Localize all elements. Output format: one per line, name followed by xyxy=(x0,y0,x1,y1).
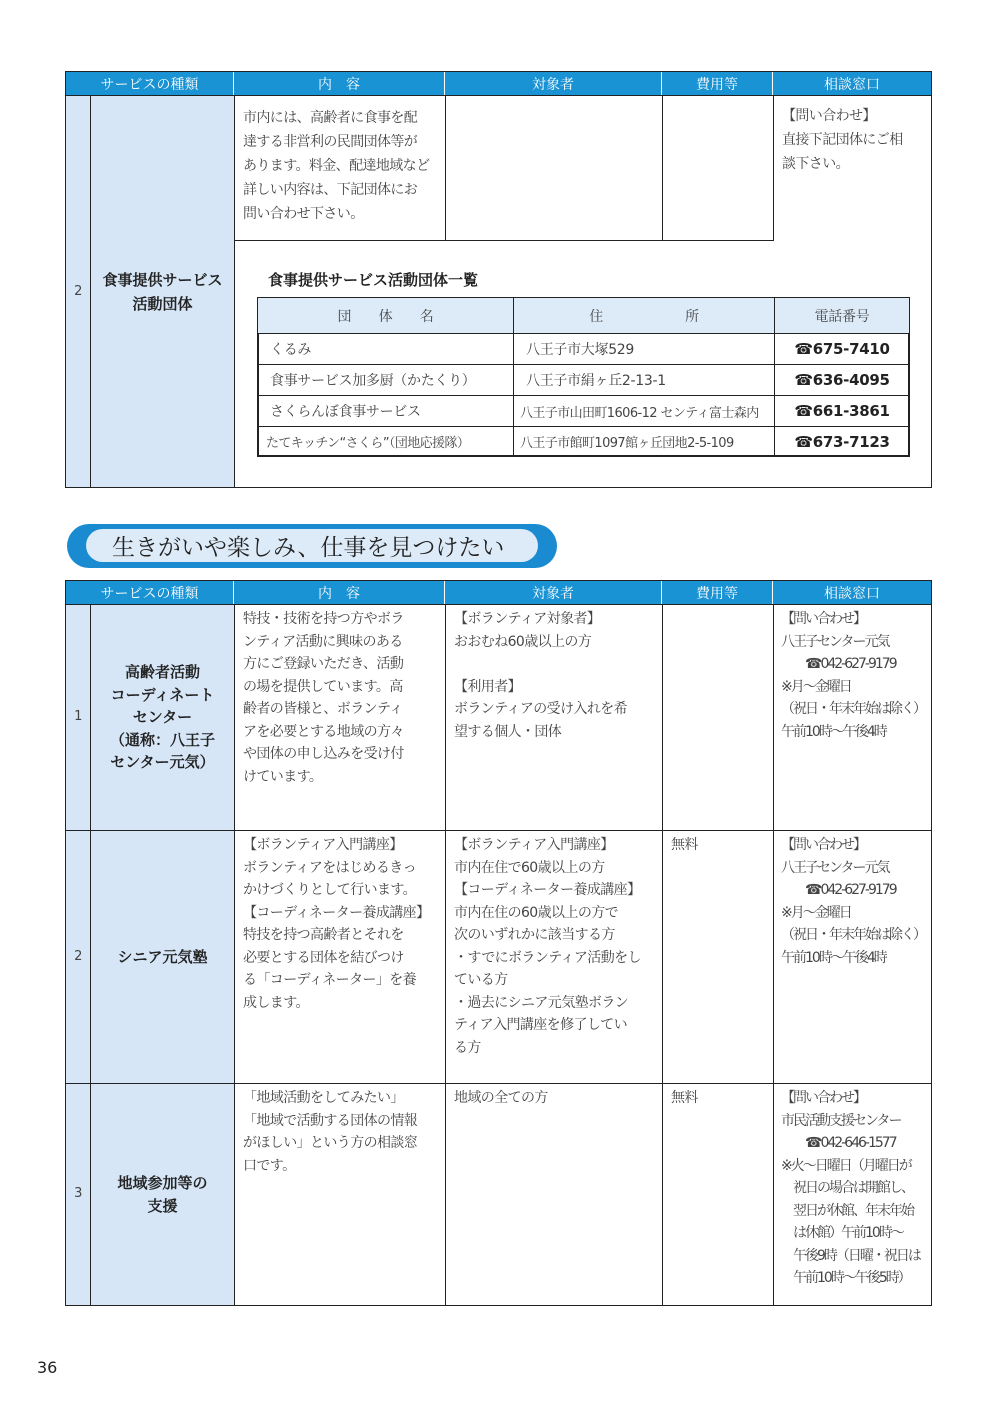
col-cost: 費用等 xyxy=(662,581,773,604)
row-number: 1 xyxy=(65,604,91,831)
org-tel: ☎673-7123 xyxy=(774,426,910,457)
service-name: 食事提供サービス 活動団体 xyxy=(90,95,235,488)
target-cell: 【ボランティア入門講座】 市内在住で60歳以上の方 【コーディネーター養成講座】 市内在住の60歳以上の方で 次のいずれかに該当する方 ・すでにボランティア活動をし ている方 ・過去にシニア元気塾ボラン ティア入門講座を修了してい る方 xyxy=(445,830,663,1084)
org-name: たてキッチン“さくら”（団地応援隊） xyxy=(257,426,514,457)
contact-cell: 【問い合わせ】 市民活動支援センター ☎042-646-1577 ※火～日曜日（月曜日が 祝日の場合は開館し、 翌日が休館、年末年始 は休館）午前10時～ 午後9時（日曜・祝日は 午前10時～午後5時） xyxy=(773,1083,932,1306)
col-contact: 相談窓口 xyxy=(824,585,880,602)
table1-header xyxy=(65,71,932,96)
row-number: 3 xyxy=(65,1083,91,1306)
org-address: 八王子市大塚529 xyxy=(513,333,775,365)
col-contact: 相談窓口 xyxy=(824,76,880,93)
target-cell xyxy=(445,95,663,241)
col-service: サービスの種類 xyxy=(66,581,234,604)
target-cell: 地域の全ての方 xyxy=(445,1083,663,1306)
cost-cell: 無料 xyxy=(662,1083,774,1306)
content-cell: 市内には、高齢者に食事を配 達する非営利の民間団体等が あります。料金、配達地域など 詳しい内容は、下記団体にお 問い合わせ下さい。 xyxy=(234,95,446,241)
content-cell: 【ボランティア入門講座】 ボランティアをはじめるきっ かけづくりとして行います。 【コーディネーター養成講座】 特技を持つ高齢者とそれを 必要とする団体を結びつけ る「コーディネーター」を養 成します。 xyxy=(234,830,446,1084)
col-content: 内 容 xyxy=(234,581,445,604)
list-title: 食事提供サービス活動団体一覧 xyxy=(268,271,479,289)
org-name: くるみ xyxy=(257,333,514,365)
service-name: シニア元気塾 xyxy=(90,830,235,1084)
col-target: 対象者 xyxy=(445,581,662,604)
col-content: 内 容 xyxy=(234,72,445,95)
contact-cell: 【問い合わせ】 直接下記団体にご相 談下さい。 xyxy=(773,95,932,241)
org-tel: ☎661-3861 xyxy=(774,395,910,427)
table2-header xyxy=(65,580,932,605)
service-name: 地域参加等の 支援 xyxy=(90,1083,235,1306)
list-header-tel: 電話番号 xyxy=(774,297,910,334)
content-cell: 「地域活動をしてみたい」 「地域で活動する団体の情報 がほしい」という方の相談窓 口です。 xyxy=(234,1083,446,1306)
col-target: 対象者 xyxy=(445,72,662,95)
service-name: 高齢者活動 コーディネート センター （通称：八王子 センター元気） xyxy=(90,604,235,831)
col-cost: 費用等 xyxy=(662,72,773,95)
row-number: 2 xyxy=(65,830,91,1084)
org-name: 食事サービス加多厨（かたくり） xyxy=(257,364,514,396)
section-title: 生きがいや楽しみ、仕事を見つけたい xyxy=(86,529,538,562)
row-number: 2 xyxy=(65,95,91,488)
org-address: 八王子市館町1097館ヶ丘団地2-5-109 xyxy=(513,426,775,457)
target-cell: 【ボランティア対象者】 おおむね60歳以上の方 【利用者】 ボランティアの受け入れを希 望する個人・団体 xyxy=(445,604,663,831)
col-service: サービスの種類 xyxy=(66,72,234,95)
content-cell: 特技・技術を持つ方やボラ ンティア活動に興味のある 方にご登録いただき、活動 の場を提供しています。高 齢者の皆様と、ボランティ アを必要とする地域の方々 や団体の申し込みを受け付 けています。 xyxy=(234,604,446,831)
org-tel: ☎636-4095 xyxy=(774,364,910,396)
contact-cell: 【問い合わせ】 八王子センター元気 ☎042-627-9179 ※月～金曜日 （祝日・年末年始は除く） 午前10時～午後4時 xyxy=(773,604,932,831)
org-address: 八王子市絹ヶ丘2-13-1 xyxy=(513,364,775,396)
org-name: さくらんぼ食事サービス xyxy=(257,395,514,427)
contact-cell: 【問い合わせ】 八王子センター元気 ☎042-627-9179 ※月～金曜日 （祝日・年末年始は除く） 午前10時～午後4時 xyxy=(773,830,932,1084)
cost-cell xyxy=(662,95,774,241)
org-tel: ☎675-7410 xyxy=(774,333,910,365)
list-header-name: 団 体 名 xyxy=(257,297,514,334)
cost-cell: 無料 xyxy=(662,830,774,1084)
cost-cell xyxy=(662,604,774,831)
page-number: 36 xyxy=(37,1358,58,1377)
org-address: 八王子市山田町1606-12 センティ富士森内 xyxy=(513,395,775,427)
list-header-address: 住 所 xyxy=(513,297,775,334)
